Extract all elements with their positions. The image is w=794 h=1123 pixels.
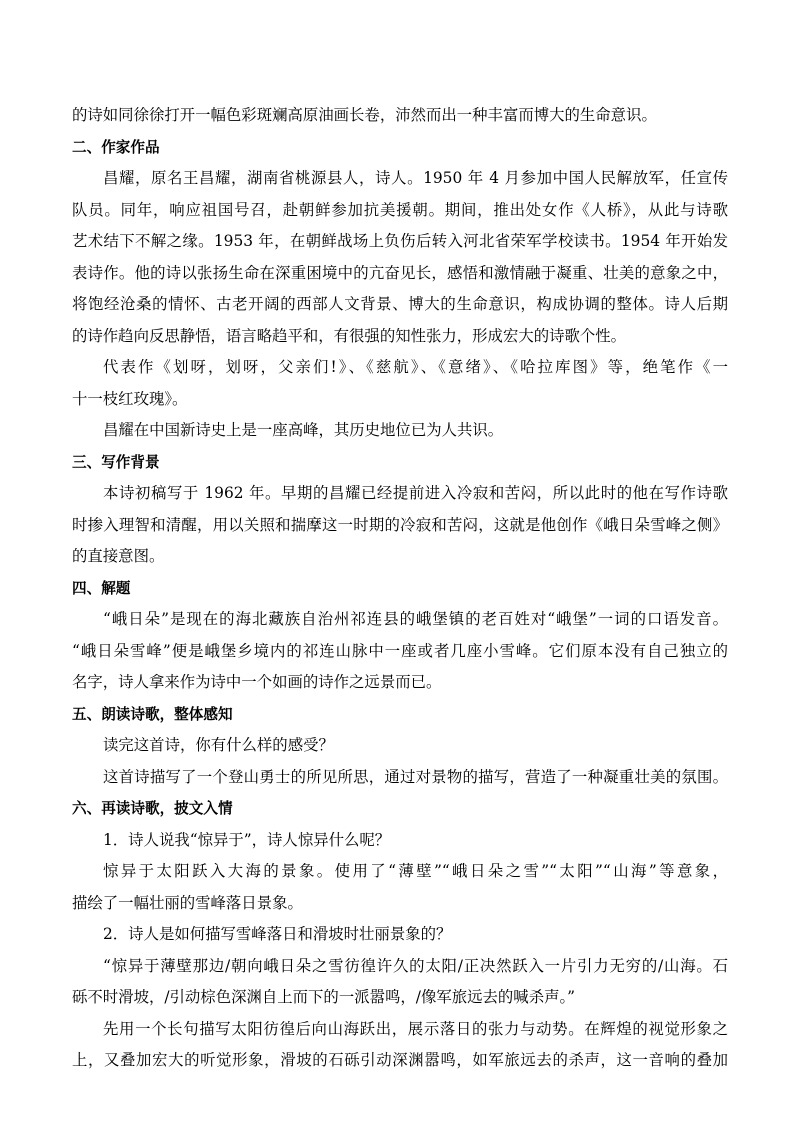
paragraph-line: 先用一个长句描写太阳彷徨后向山海跃出，展示落日的张力与动势。在辉煌的视觉形象之 xyxy=(103,1019,728,1038)
paragraph-line: 昌耀，原名王昌耀，湖南省桃源县人，诗人。1950 年 4 月参加中国人民解放军，任宣传 xyxy=(103,169,728,187)
section-heading: 六、再读诗歌，披文入情 xyxy=(72,800,233,817)
paragraph-line: 将饱经沧桑的情怀、古老开阔的西部人文背景、博大的生命意识，构成协调的整体。诗人后期 xyxy=(72,295,728,313)
paragraph-line: 上，又叠加宏大的听觉形象，滑坡的石砾引动深渊嚣鸣，如军旅远去的杀声，这一音响的叠加 xyxy=(72,1051,728,1069)
paragraph-line: 描绘了一幅壮丽的雪峰落日景象。 xyxy=(72,893,303,912)
paragraph-line: 时掺入理智和清醒，用以关照和揣摩这一时期的冷寂和苦闷，这就是他创作《峨日朵雪峰之侧》 xyxy=(72,515,728,534)
paragraph-line: 的直接意图。 xyxy=(72,547,165,565)
paragraph-line: 2．诗人是如何描写雪峰落日和滑坡时壮丽景象的？ xyxy=(103,925,452,943)
paragraph-line: “峨日朵”是现在的海北藏族自治州祁连县的峨堡镇的老百姓对“峨堡”一词的口语发音。 xyxy=(103,610,728,628)
paragraph-line: 十一枝红玫瑰》。 xyxy=(72,389,188,408)
paragraph-line: 读完这首诗，你有什么样的感受？ xyxy=(103,736,334,754)
paragraph-line: 砾不时滑坡，/引动棕色深渊自上而下的一派嚣鸣，/像军旅远去的喊杀声。” xyxy=(72,988,576,1006)
paragraph-line: 1．诗人说我“惊异于”，诗人惊异什么呢？ xyxy=(103,830,391,849)
paragraph-line: 表诗作。他的诗以张扬生命在深重困境中的亢奋见长，感悟和激情融于凝重、壮美的意象之中， xyxy=(72,263,728,282)
section-heading: 二、作家作品 xyxy=(72,138,160,156)
section-heading: 五、朗读诗歌，整体感知 xyxy=(72,705,233,723)
paragraph-line: “惊异于薄壁那边/朝向峨日朵之雪彷徨许久的太阳/正决然跃入一片引力无穷的/山海。石 xyxy=(103,956,728,975)
section-heading: 三、写作背景 xyxy=(72,453,160,471)
document-page xyxy=(72,100,728,1077)
paragraph-line: 惊异于太阳跃入大海的景象。使用了“薄壁”“峨日朵之雪”“太阳”“山海”等意象， xyxy=(103,862,728,880)
paragraph-line: 艺术结下不解之缘。1953 年，在朝鲜战场上负伤后转入河北省荣军学校读书。1954 年开始发 xyxy=(72,232,728,250)
paragraph-line: 代表作《划呀，划呀，父亲们!》、《慈航》、《意绪》、《哈拉库图》等，绝笔作《一 xyxy=(103,358,728,376)
paragraph-line: 的诗作趋向反思静悟，语言略趋平和，有很强的知性张力，形成宏大的诗歌个性。 xyxy=(72,326,627,345)
paragraph-line: 名字，诗人拿来作为诗中一个如画的诗作之远景而已。 xyxy=(72,673,442,691)
paragraph-line: 队员。同年，响应祖国号召，赴朝鲜参加抗美援朝。期间，推出处女作《人桥》，从此与诗歌 xyxy=(72,200,728,219)
paragraph-line: 这首诗描写了一个登山勇士的所见所思，通过对景物的描写，营造了一种凝重壮美的氛围。 xyxy=(103,767,728,786)
paragraph-line: 的诗如同徐徐打开一幅色彩斑斓高原油画长卷，沛然而出一种丰富而博大的生命意识。 xyxy=(72,106,657,124)
paragraph-line: “峨日朵雪峰”便是峨堡乡境内的祁连山脉中一座或者几座小雪峰。它们原本没有自己独立的 xyxy=(72,641,728,660)
paragraph-line: 昌耀在中国新诗史上是一座高峰，其历史地位已为人共识。 xyxy=(103,421,504,439)
paragraph-line: 本诗初稿写于 1962 年。早期的昌耀已经提前进入冷寂和苦闷，所以此时的他在写作诗歌 xyxy=(103,484,728,502)
section-heading: 四、解题 xyxy=(72,579,131,597)
